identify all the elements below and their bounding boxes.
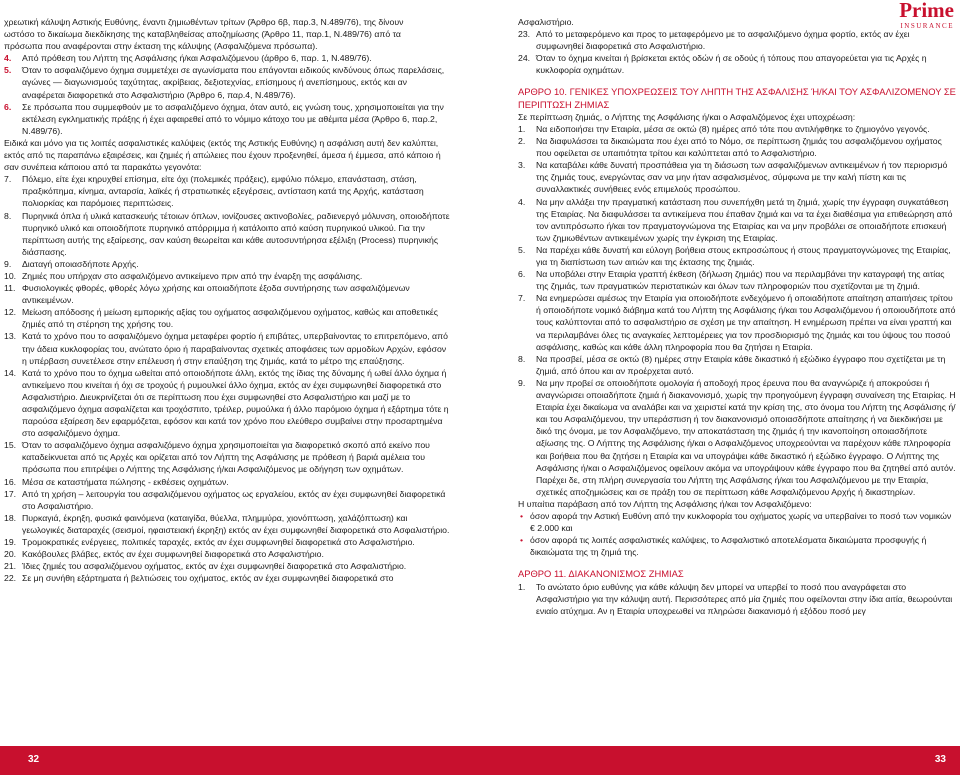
- item-number: 21.: [4, 561, 17, 572]
- list-item: [4, 476, 450, 488]
- left-page-number: 32: [28, 754, 40, 765]
- logo-tagline: INSURANCE: [900, 22, 954, 30]
- item-text: Να ειδοποιήσει την Εταιρία, μέσα σε οκτώ (8) ημέρες από τότε που αντιλήφθηκε το ζημιογόνο γεγονός.: [536, 123, 930, 134]
- bullet-text: όσον αφορά τις λοιπές ασφαλιστικές καλύψεις, το Ασφαλιστικό αποτελέσματα δικαιώματα προσφυγής ή δικαιώματα της τη ζημιά της.: [530, 535, 927, 558]
- item-text: Το ανώτατο όριο ευθύνης για κάθε κάλυψη δεν μπορεί να υπερβεί το ποσό που αναγράφεται στο Ασφαλιστήριο για την κάλυψη αυτή. Περισσότερες από μία ζημιές που οφείλονται στην ίδια αιτία, θεωρούνται ενιαίο ατύχημα. Αν η Εταιρία υποχρεωθεί να πληρώσει διακανισμό ή εξόδου ποσό μεγ: [536, 581, 953, 616]
- right-column: [518, 16, 956, 617]
- item-number: 3.: [518, 160, 526, 171]
- item-text: Να διαφυλάσσει τα δικαιώματα που έχει από το Νόμο, σε περίπτωση ζημιάς του ασφαλιζόμενου οχήματος που οφείλεται σε υπαιτιότητα τρίτου και καλύπτεται από το Ασφαλιστήριο.: [536, 136, 942, 159]
- item-text: Να ενημερώσει αμέσως την Εταιρία για οποιοδήποτε ενδεχόμενο ή οποιαδήποτε απαίτηση απαιτήσεις τρίτου ή οποιοδήποτε νομικό διάβημα κατά του Λήπτη της Ασφάλισης ή/και του Ασφαλιζόμενου ή οποιουδήποτε από τους καλύπτονται από το ασφαλιστήριο σε σχέση με την απαίτηση. Η ενημέρωση πρέπει να είναι γραπτή και να περιλαμβάνει όλες τις αναγκαίες λεπτομέρειες για τον προσδιορισμό της ζημιάς και του ύψους του ποσού ασφάλισης, καθώς και κάθε άλλη πληροφορία που θα ζητήσει η Εταιρία.: [536, 293, 956, 352]
- item-number: 7.: [4, 174, 12, 185]
- list-item: [4, 52, 450, 64]
- list-item: [4, 367, 450, 440]
- item-text: Από τη χρήση – λειτουργία του ασφαλιζόμενου οχήματος ως εργαλείου, εκτός αν έχει συμφωνηθεί διαφορετικά στο Ασφαλιστήριο.: [22, 488, 446, 511]
- list-item: [518, 159, 956, 195]
- item-text: Να υποβάλει στην Εταιρία γραπτή έκθεση (δήλωση ζημιάς) που να περιλαμβάνει την καταγραφή της αιτίας της ζημιάς, των πραγματικών περιστατικών και όλων των πληροφοριών που σχετίζονται με τη ζημιά.: [536, 269, 945, 292]
- list-item: [4, 173, 450, 209]
- list-item: [4, 64, 450, 100]
- item-number: 13.: [4, 331, 17, 342]
- list-item: [518, 52, 956, 76]
- list-item: [518, 123, 956, 135]
- item-number: 6.: [518, 269, 526, 280]
- item-number: 22.: [4, 573, 17, 584]
- item-text: Να παρέχει κάθε δυνατή και εύλογη βοήθεια στους εκπροσώπους ή στους πραγματογνώμονες της Εταιρίας, για τη διαπίστωση των αιτιών και της έκτασης της ζημιάς.: [536, 244, 951, 267]
- list-item: [4, 512, 450, 536]
- item-text: Τρομοκρατικές ενέργειες, πολιτικές ταραχές, εκτός αν έχει συμφωνηθεί διαφορετικά στο Ασφαλιστήριο.: [22, 537, 415, 548]
- item-number: 1.: [518, 581, 526, 592]
- item-number: 18.: [4, 512, 17, 523]
- item-number: 5.: [518, 244, 526, 255]
- item-text: Όταν το ασφαλιζόμενο όχημα ασφαλιζόμενο όχημα χρησιμοποιείται για διαφορετικό σκοπό από εκείνο που καταδείκνυεται από τις Αρχές και ορίζεται από τον Λήπτη της Ασφάλισης με πρόθεση ή βαριά αμέλεια του πρόσωπα που επιτρέψει ο Λήπτης της Ασφάλισης ή/και Ασφαλιζόμενος με οδήγηση των οχημάτων.: [22, 440, 430, 475]
- bullet-text: όσον αφορά την Αστική Ευθύνη από την κυκλοφορία του οχήματος χωρίς να υπερβαίνει το ποσό των νομικών € 2.000 και: [530, 510, 952, 534]
- intro-line: ωστόσο το δικαίωμα διεκδίκησης της καταβληθείσας αποζημίωσης (Άρθρο 11, παρ.1, Ν.489/76) από τα: [4, 29, 401, 40]
- item-text: Να μην προβεί σε οποιοδήποτε ομολογία ή αποδοχή προς έρευνα που θα αναγνώριζε ή αποκρούσει ή αναγνώρισει οποιαδήποτε ζημιά ή διακανονισμό, χωρίς την προηγούμενη έγγραφη συναίνεση της Εταιρίας. Η Εταιρία έχει δικαίωμα να αναλάβει και να χειριστεί κατά την κρίση της, στο όνομα του Λήπτη της Ασφάλισης ή/και του Ασφαλιζόμενου, την υπεράσπιση ή τον διακανονισμό οποιασδήποτε απαίτησης ή να διεκδικήσει με δικό της όνομα, με τον Ασφαλιζόμενο, την αποκατάσταση της ζημιάς ή την ικανοποίηση οποιασδήποτε αξίωσης της. Ο Λήπτης της Ασφάλισης ή/και ο Ασφαλιζόμενος υποχρεούνται να παρέχουν κάθε πληροφορία και βοήθεια που θα ζητήσει η Εταιρία και να υπογράψει κάθε δικαστικό ή εξώδικο έγγραφο. Ο Λήπτης της Ασφάλισης ή/και ο Ασφαλιζόμενος οφείλουν ακόμα να υπογράψουν κάθε έγγραφο που θα ζητηθεί από αυτόν. Παρέχει δε, στη πλήρη συνεργασία του Λήπτη της Ασφάλισης ή/και του Ασφαλιζόμενου με την Εταιρία, σχετικές αποζημιώσεις και σε πράξη του σε περίπτωση κάθε Ασφαλιζόμενου Αρχής ή δικαστηρίων.: [536, 377, 956, 497]
- item-number: 4.: [518, 196, 526, 207]
- article-10-heading: ΑΡΘΡΟ 10. ΓΕΝΙΚΕΣ ΥΠΟΧΡΕΩΣΕΙΣ ΤΟΥ ΛΗΠΤΗ ΤΗΣ ΑΣΦΑΛΙΣΗΣ Ή/ΚΑΙ ΤΟΥ ΑΣΦΑΛΙΖΟΜΕΝΟΥ ΣΕ ΠΕΡΙΠΤΩΣΗ ΖΗΜΙΑΣ: [518, 86, 956, 110]
- item-number: 19.: [4, 537, 17, 548]
- paragraph: Η υπαίτια παράβαση από τον Λήπτη της Ασφάλισης ή/και τον Ασφαλιζόμενο:: [518, 498, 812, 509]
- item-text: Κατά το χρόνο που το όχημα ωθείται από οποιοδήποτε άλλη, εκτός της ίδιας της δύναμης ή ωθεί άλλο όχημα ή αντικείμενο που κινείται ή όχι σε τροχούς ή ρυμουλκεί άλλο όχημα, εκτός αν έχει συμφωνηθεί διαφορετικά στο Ασφαλιστήριο. Διευκρινίζεται ότι σε περίπτωση που έχει συμφωνηθεί στο Ασφαλιστήριο και μαζί με το ασφαλιζόμενο όχημα ασφαλίζεται και τροχόσπιτο, τρέιλερ, ρυμούλκα ή άλλο παρόμοιο όχημα ή εξάρτημα τότε η παρούσα εξαίρεση δεν εφαρμόζεται, εφόσον και κατά τον χρόνο που ελεύθερο συμβαίνει στην προσαρτημένα στο ασφαλιζόμενο όχημα.: [22, 367, 449, 439]
- item-text: Φυσιολογικές φθορές, φθορές λόγω χρήσης και οποιαδήποτε έξοδα συντήρησης των ασφαλιζόμενων αντικειμένων.: [22, 283, 410, 306]
- logo-wordmark: Prime: [899, 0, 954, 22]
- item-number: 9.: [518, 377, 526, 388]
- item-number: 16.: [4, 476, 17, 487]
- list-item: [518, 28, 956, 52]
- bullet-item: [518, 534, 956, 558]
- list-item: [518, 377, 956, 498]
- item-text: Μέσα σε καταστήματα πώλησης - εκθέσεις οχημάτων.: [22, 476, 229, 487]
- bullet-dot-icon: •: [520, 535, 524, 546]
- list-item: [518, 135, 956, 159]
- footer-bar: [0, 746, 960, 775]
- item-text: Ίδιες ζημιές του ασφαλιζόμενου οχήματος, εκτός αν έχει συμφωνηθεί διαφορετικά στο Ασφαλιστήριο.: [22, 561, 407, 572]
- list-item: [4, 439, 450, 475]
- list-item: [518, 196, 956, 244]
- item-number: 24.: [518, 53, 531, 64]
- article-10-intro: Σε περίπτωση ζημιάς, ο Λήπτης της Ασφάλισης ή/και ο Ασφαλιζόμενος έχει υποχρέωση:: [518, 111, 856, 122]
- item-number: 10.: [4, 270, 17, 281]
- list-item: [4, 306, 450, 330]
- item-number: 1.: [518, 123, 526, 134]
- item-number: 8.: [4, 210, 12, 221]
- item-text: Πόλεμο, είτε έχει κηρυχθεί επίσημα, είτε όχι (πολεμικές πράξεις), εμφύλιο πόλεμο, επανάσταση, στάση, πραξικόπημα, κίνημα, ανταρσία, λαϊκές ή στρατιωτικές εξεγέρσεις, αντίσταση κατά της Αρχής, κατάσταση πολιορκίας και παρόμοιες περιπτώσεις.: [22, 174, 424, 209]
- list-item: [4, 282, 450, 306]
- item-number: 12.: [4, 307, 17, 318]
- item-number: 5.: [4, 65, 12, 76]
- intro-line: χρεωτική κάλυψη Αστικής Ευθύνης, έναντι ζημιωθέντων τρίτων (Άρθρο 6β, παρ.3, Ν.489/76), της δίνουν: [4, 17, 404, 27]
- list-item: [518, 581, 956, 617]
- item-number: 23.: [518, 29, 531, 40]
- item-number: 7.: [518, 293, 526, 304]
- item-text: Διαταγή οποιασδήποτε Αρχής.: [22, 258, 139, 269]
- item-text: Από πρόθεση του Λήπτη της Ασφάλισης ή/και Ασφαλιζόμενου (άρθρο 6, παρ. 1, Ν.489/76).: [22, 53, 372, 64]
- left-column: [4, 16, 450, 584]
- item-text: Να προσβεί, μέσα σε οκτώ (8) ημέρες στην Εταιρία κάθε δικαστικό ή εξώδικο έγγραφο που σχετίζεται με τη ζημιά, από όπου και αν προέρχεται αυτό.: [536, 353, 946, 376]
- list-item: [4, 488, 450, 512]
- continuation-text: Ασφαλιστήριο.: [518, 17, 574, 27]
- right-page-number: 33: [934, 754, 946, 765]
- item-text: Σε μη συνήθη εξάρτηματα ή βελτιώσεις του οχήματος, εκτός αν έχει συμφωνηθεί διαφορετικά στο: [22, 573, 394, 584]
- paragraph: Ειδικά και μόνο για τις λοιπές ασφαλιστικές καλύψεις (εκτός της Αστικής Ευθύνης) η ασφάλιση αυτή δεν καλύπτει, εκτός από τις παραπάνω εξαιρέσεις, και ζημιές ή απώλειες που έχουν προξενηθεί, άμεσα ή έμμεσα, από κάποιο ή σαν συνέπεια κάποιου από τα παρακάτω γεγονότα:: [4, 137, 441, 173]
- list-item: [518, 353, 956, 377]
- item-number: 11.: [4, 283, 16, 294]
- item-text: Όταν το ασφαλιζόμενο όχημα συμμετέχει σε αγωνίσματα που επάγονται ειδικούς κινδύνους όπως παρελάσεις, αγώνες — διαγωνισμούς ταχύτητας, ακρίβειας, δεξιοτεχνίας, επίσημους ή ανεπίσημους, εκτός και αν αναφέρεται διαφορετικά στο Ασφαλιστήριο (Άρθρο 6, παρ.4, Ν.489/76).: [22, 65, 445, 100]
- item-number: 14.: [4, 367, 17, 378]
- list-item: [4, 548, 450, 560]
- bullet-item: [518, 510, 956, 534]
- item-number: 9.: [4, 258, 12, 269]
- item-text: Να μην αλλάξει την πραγματική κατάσταση που συνεπήχθη μετά τη ζημιά, χωρίς την έγγραφη συγκατάθεση της Εταιρίας. Να διαφυλάσσει τα αντικείμενα που έπαθαν ζημιά και να τα έχει διαθέσιμα για επιθεώρηση από τον αντιπρόσωπο ή/και τον πραγματογνώμονα της Εταιρίας και να μην προβάλει σε οποιαδήποτε επισκευή των ζημιωθέντων αντικειμένων χωρίς την έγκριση της Εταιρίας.: [536, 196, 953, 243]
- item-text: Πυρκαγιά, έκρηξη, φυσικά φαινόμενα (καταιγίδα, θύελλα, πλημμύρα, χιονόπτωση, χαλάζόπτωση) και γεωλογικές διαταραχές (σεισμοί, ηφαιστειακή έκρηξη) εκτός αν έχει συμφωνηθεί διαφορετικά στο Ασφαλιστήριο.: [22, 512, 450, 535]
- list-item: [4, 210, 450, 258]
- bullet-dot-icon: •: [520, 510, 524, 521]
- list-item: [4, 536, 450, 548]
- list-item: [518, 292, 956, 352]
- item-number: 17.: [4, 488, 17, 499]
- item-number: 4.: [4, 53, 12, 64]
- list-item: [4, 330, 450, 366]
- list-item: [4, 270, 450, 282]
- item-number: 2.: [518, 136, 526, 147]
- item-text: Πυρηνικά όπλα ή υλικά κατασκευής τέτοιων όπλων, ιονίζουσες ακτινοβολίες, ραδιενεργό μόλυνση, οποιοδήποτε πυρηνικό υλικό και οποιοδήποτε πυρηνικό απόρριμμα ή κατάλοιπο από καύση πυρηνικού υλικού. Για την περίπτωση αυτής της εξαίρεσης, σαν καύση θεωρείται και κάθε αυτοσυντήρησα εξέλιξη (Process) πυρηνικής διάσπασης.: [22, 210, 450, 257]
- item-text: Από το μεταφερόμενο και προς το μεταφερόμενο με το ασφαλιζόμενο όχημα φορτίο, εκτός αν έχει συμφωνηθεί διαφορετικά στο Ασφαλιστήριο.: [536, 29, 910, 52]
- item-text: Μείωση απόδοσης ή μείωση εμπορικής αξίας του οχήματος ασφαλιζόμενου οχήματος, καθώς και αποθετικές ζημιές από τη στέρηση της χρήσης του.: [22, 307, 438, 330]
- item-number: 6.: [4, 101, 12, 112]
- item-text: Κακόβουλες βλάβες, εκτός αν έχει συμφωνηθεί διαφορετικά στο Ασφαλιστήριο.: [22, 549, 324, 560]
- item-text: Να καταβάλει κάθε δυνατή προσπάθεια για τη διάσωση των ασφαλιζόμενων αντικειμένων ή τον περιορισμό της ζημιάς τους, ενεργώντας σαν να μην ήταν ασφαλισμένος, σύμφωνα με την καλή πίστη και τις συναλλακτικές συνήθειες ενός επιμελούς προσώπου.: [536, 160, 948, 195]
- item-number: 15.: [4, 440, 17, 451]
- list-item: [4, 101, 450, 137]
- list-item: [518, 268, 956, 292]
- list-item: [4, 572, 450, 584]
- item-text: Όταν το όχημα κινείται ή βρίσκεται εκτός οδών ή σε οδούς ή τόπους που απαγορεύεται για τις Αρχές η κυκλοφορία οχημάτων.: [536, 53, 927, 76]
- item-text: Σε πρόσωπα που συμμεφθούν με το ασφαλιζόμενο όχημα, όταν αυτό, εις γνώση τους, χρησιμοποιείται για την εκτέλεση εγκληματικής πράξης ή έχει αφαιρεθεί από το νόμιμο κάτοχο του με αθέμιτα μέσα (Άρθρο 6, παρ.2, Ν.489/76).: [22, 101, 444, 136]
- item-number: 20.: [4, 549, 17, 560]
- item-number: 8.: [518, 353, 526, 364]
- article-11-heading: ΑΡΘΡΟ 11. ΔΙΑΚΑΝΟΝΙΣΜΟΣ ΖΗΜΙΑΣ: [518, 568, 684, 580]
- list-item: [518, 244, 956, 268]
- intro-line: πρόσωπα που αναφέρονται στην έκταση της κάλυψης (Ασφαλιζόμενα πρόσωπα).: [4, 41, 318, 52]
- list-item: [4, 560, 450, 572]
- list-item: [4, 258, 450, 270]
- item-text: Κατά το χρόνο που το ασφαλιζόμενο όχημα μεταφέρει φορτίο ή επιβάτες, υπερβαίνοντας το επιτρεπόμενο, από την άδεια κυκλοφορίας του, ανώτατο όριο ή παραβαίνοντας σχετικές αποφάσεις των αρμοδίων Αρχών, εφόσον η υπέρβαση συνετέλεσε στην επέλευση ή στην επαύξηση της ζημιάς, κατά το μέτρο της επαύξησης.: [22, 331, 448, 366]
- item-text: Ζημιές που υπήρχαν στο ασφαλιζόμενο αντικείμενο πριν από την έναρξη της ασφάλισης.: [22, 270, 363, 281]
